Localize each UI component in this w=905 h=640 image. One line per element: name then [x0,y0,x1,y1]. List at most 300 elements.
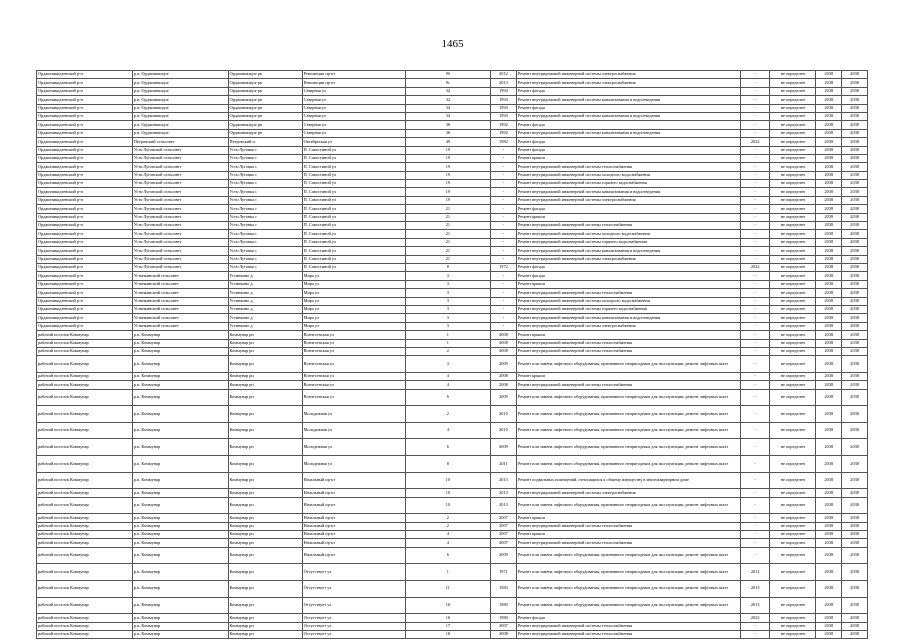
cell-settlement: Коммунар рп [228,580,302,597]
cell-house-number: 21 [405,230,490,238]
cell-settlement: Орджоникидзе рп [228,96,302,104]
cell-plan-year-start: 2038 [816,87,842,95]
cell-house-number: 21 [405,205,490,213]
cell-house-number: 34 [405,104,490,112]
cell-work-type: Ремонт внутридомовой инженерной системы канализования и водоотведения [516,188,740,196]
cell-house-number: 3 [405,356,490,373]
cell-district: Орджоникидзевский р-н [37,230,133,238]
table-row [37,138,868,146]
cell-municipality: р.п. Орджоникидзе [132,96,228,104]
cell-last-repair-year: - [741,289,770,297]
cell-settlement: Коммунар рп [228,522,302,530]
cell-cost: не определен [770,322,816,330]
cell-street: Вознесенская ул [302,339,405,347]
cell-plan-year-end: 2038 [842,381,868,389]
cell-cost: не определен [770,305,816,313]
cell-plan-year-start: 2038 [816,314,842,322]
cell-settlement: Коммунар рп [228,372,302,380]
cell-district: Орджоникидзевский р-н [37,322,133,330]
cell-build-year: 1992 [491,129,517,137]
cell-settlement: Усть-Луговка с [228,247,302,255]
cell-municipality: Усть-Луговской сельсовет [132,180,228,188]
cell-municipality: Усть-Луговской сельсовет [132,146,228,154]
cell-cost: не определен [770,297,816,305]
cell-work-type: Ремонт внутридомовой инженерной системы теплоснабжения [516,347,740,355]
cell-municipality: р.п. Коммунар [132,580,228,597]
cell-settlement: Коммунар рп [228,622,302,630]
cell-work-type: Ремонт или замена лифтового оборудования, признанного непригодным для эксплуатации, ремонт лифтовых шахт [516,406,740,423]
cell-district: рабочий поселок Коммунар [37,597,133,614]
cell-cost: не определен [770,205,816,213]
cell-cost: не определен [770,547,816,564]
cell-work-type: Ремонт фасада [516,205,740,213]
cell-work-type: Ремонт внутридомовой инженерной системы холодного водоснабжения [516,171,740,179]
cell-house-number: 11 [405,580,490,597]
cell-build-year: 2012 [491,71,517,79]
cell-plan-year-start: 2038 [816,154,842,162]
cell-district: рабочий поселок Коммунар [37,422,133,439]
table-row [37,129,868,137]
cell-last-repair-year: - [741,514,770,522]
cell-plan-year-end: 2038 [842,188,868,196]
cell-municipality: р.п. Коммунар [132,614,228,622]
cell-plan-year-start: 2038 [816,230,842,238]
cell-municipality: р.п. Коммунар [132,497,228,514]
cell-last-repair-year: - [741,630,770,638]
cell-work-type: Ремонт или замена лифтового оборудования, признанного непригодным для эксплуатации, ремонт лифтовых шахт [516,389,740,406]
table-row [37,104,868,112]
cell-build-year: - [491,188,517,196]
cell-settlement: Усть-Луговка с [228,196,302,204]
cell-settlement: Устинкино д [228,297,302,305]
cell-cost: не определен [770,222,816,230]
cell-municipality: Устинкинский сельсовет [132,314,228,322]
cell-municipality: р.п. Коммунар [132,597,228,614]
cell-plan-year-end: 2038 [842,163,868,171]
cell-municipality: р.п. Орджоникидзе [132,121,228,129]
cell-house-number: 49 [405,138,490,146]
cell-cost: не определен [770,331,816,339]
cell-house-number: 21 [405,238,490,246]
cell-work-type: Ремонт внутридомовой инженерной системы теплоснабжения [516,381,740,389]
cell-street: П. Савостиной ул [302,188,405,196]
cell-settlement: Коммунар рп [228,339,302,347]
cell-municipality: р.п. Коммунар [132,472,228,489]
cell-build-year: - [491,163,517,171]
cell-district: Орджоникидзевский р-н [37,272,133,280]
table-row [37,597,868,614]
cell-house-number: 16 [405,614,490,622]
cell-cost: не определен [770,597,816,614]
table-row [37,530,868,538]
cell-work-type: Ремонт внутридомовой инженерной системы горячего водоснабжения [516,238,740,246]
cell-district: Орджоникидзевский р-н [37,297,133,305]
cell-build-year: - [491,238,517,246]
cell-plan-year-start: 2038 [816,96,842,104]
cell-plan-year-end: 2038 [842,489,868,497]
cell-municipality: Устинкинский сельсовет [132,289,228,297]
cell-work-type: Ремонт фасада [516,138,740,146]
cell-build-year: - [491,180,517,188]
cell-cost: не определен [770,280,816,288]
cell-settlement: Коммунар рп [228,489,302,497]
cell-plan-year-end: 2038 [842,196,868,204]
cell-municipality: р.п. Коммунар [132,356,228,373]
cell-last-repair-year: - [741,171,770,179]
cell-plan-year-start: 2038 [816,389,842,406]
cell-work-type: Ремонт внутридомовой инженерной системы электроснабжения [516,79,740,87]
cell-street: П. Савостиной ул [302,230,405,238]
cell-house-number: 3 [405,322,490,330]
cell-build-year: - [491,222,517,230]
cell-plan-year-start: 2038 [816,356,842,373]
cell-municipality: Устинкинский сельсовет [132,322,228,330]
cell-plan-year-end: 2038 [842,597,868,614]
cell-street: Начальный пр-кт [302,472,405,489]
cell-municipality: р.п. Коммунар [132,489,228,497]
cell-build-year: 2008 [491,331,517,339]
cell-settlement: Коммунар рп [228,564,302,581]
cell-last-repair-year: - [741,104,770,112]
cell-district: Орджоникидзевский р-н [37,255,133,263]
cell-settlement: Усть-Луговка с [228,188,302,196]
cell-street: П. Савостиной ул [302,213,405,221]
cell-build-year: 1994 [491,87,517,95]
cell-cost: не определен [770,255,816,263]
table-row [37,272,868,280]
cell-cost: не определен [770,272,816,280]
table-row [37,154,868,162]
cell-last-repair-year: - [741,439,770,456]
cell-house-number: 2 [405,406,490,423]
cell-build-year: - [491,196,517,204]
cell-plan-year-start: 2038 [816,238,842,246]
cell-municipality: р.п. Коммунар [132,514,228,522]
table-row [37,146,868,154]
cell-street: Вознесенская ул [302,356,405,373]
table-row [37,263,868,271]
cell-build-year: 2009 [491,547,517,564]
table-row [37,547,868,564]
cell-municipality: Усть-Луговской сельсовет [132,163,228,171]
cell-municipality: р.п. Орджоникидзе [132,79,228,87]
cell-build-year: 2013 [491,489,517,497]
table-row [37,79,868,87]
cell-plan-year-start: 2038 [816,564,842,581]
cell-municipality: Петровский сельсовет [132,138,228,146]
cell-last-repair-year: - [741,347,770,355]
cell-street: Вознесенская ул [302,389,405,406]
cell-work-type: Ремонт внутридомовой инженерной системы электроснабжения [516,489,740,497]
cell-build-year: 2008 [491,381,517,389]
cell-work-type: Ремонт внутридомовой инженерной системы теплоснабжения [516,222,740,230]
cell-plan-year-start: 2038 [816,381,842,389]
table-row [37,171,868,179]
cell-municipality: Усть-Луговской сельсовет [132,247,228,255]
cell-plan-year-end: 2038 [842,564,868,581]
cell-plan-year-end: 2038 [842,71,868,79]
cell-house-number: 10 [405,472,490,489]
cell-build-year: 2013 [491,79,517,87]
cell-district: Орджоникидзевский р-н [37,104,133,112]
cell-last-repair-year: - [741,356,770,373]
cell-cost: не определен [770,79,816,87]
cell-plan-year-end: 2038 [842,305,868,313]
cell-district: Орджоникидзевский р-н [37,263,133,271]
cell-work-type: Ремонт фасада [516,121,740,129]
cell-cost: не определен [770,196,816,204]
cell-plan-year-start: 2038 [816,222,842,230]
cell-district: Орджоникидзевский р-н [37,238,133,246]
cell-settlement: Коммунар рп [228,539,302,547]
cell-plan-year-start: 2038 [816,196,842,204]
table-row [37,339,868,347]
cell-settlement: Усть-Луговка с [228,180,302,188]
cell-street: Вознесенская ул [302,372,405,380]
cell-street: Отсутствует ул [302,564,405,581]
cell-municipality: р.п. Коммунар [132,347,228,355]
cell-street: Северная ул [302,104,405,112]
cell-work-type: Ремонт внутридомовой инженерной системы теплоснабжения [516,163,740,171]
cell-last-repair-year: - [741,547,770,564]
cell-plan-year-start: 2038 [816,630,842,638]
cell-work-type: Ремонт или замена лифтового оборудования, признанного непригодным для эксплуатации, ремонт лифтовых шахт [516,597,740,614]
cell-street: Северная ул [302,121,405,129]
cell-settlement: Коммунар рп [228,389,302,406]
cell-plan-year-start: 2038 [816,171,842,179]
cell-plan-year-end: 2038 [842,213,868,221]
cell-district: Орджоникидзевский р-н [37,213,133,221]
cell-plan-year-end: 2038 [842,339,868,347]
cell-house-number: 8 [405,263,490,271]
cell-cost: не определен [770,146,816,154]
cell-plan-year-start: 2038 [816,456,842,473]
cell-last-repair-year: - [741,314,770,322]
cell-build-year: 2013 [491,497,517,514]
cell-work-type: Ремонт крыши [516,280,740,288]
cell-work-type: Ремонт подвальных помещений, относящихся к общему имуществу в многоквартирном доме [516,472,740,489]
table-row [37,580,868,597]
cell-build-year: 1994 [491,112,517,120]
cell-build-year: 1972 [491,263,517,271]
cell-plan-year-end: 2038 [842,622,868,630]
cell-build-year: - [491,280,517,288]
cell-street: Отсутствует ул [302,614,405,622]
cell-work-type: Ремонт внутридомовой инженерной системы холодного водоснабжения [516,297,740,305]
cell-house-number: 6 [405,547,490,564]
cell-plan-year-end: 2038 [842,331,868,339]
cell-plan-year-start: 2038 [816,138,842,146]
table-row [37,381,868,389]
cell-last-repair-year: - [741,297,770,305]
cell-house-number: 10 [405,497,490,514]
cell-street: Октябрьская ул [302,138,405,146]
cell-municipality: Усть-Луговской сельсовет [132,255,228,263]
cell-plan-year-end: 2038 [842,347,868,355]
cell-work-type: Ремонт внутридомовой инженерной системы электроснабжения [516,196,740,204]
cell-house-number: 1 [405,331,490,339]
cell-district: Орджоникидзевский р-н [37,79,133,87]
cell-house-number: 17 [405,622,490,630]
cell-plan-year-end: 2038 [842,422,868,439]
cell-district: рабочий поселок Коммунар [37,514,133,522]
cell-cost: не определен [770,497,816,514]
cell-house-number: 2 [405,522,490,530]
cell-plan-year-start: 2038 [816,497,842,514]
cell-last-repair-year: - [741,96,770,104]
cell-street: Молодежная ул [302,456,405,473]
cell-build-year: 2008 [491,347,517,355]
cell-house-number: 4 [405,422,490,439]
cell-street: Мира ул [302,305,405,313]
cell-cost: не определен [770,121,816,129]
cell-house-number: 21 [405,222,490,230]
cell-district: рабочий поселок Коммунар [37,456,133,473]
cell-plan-year-start: 2038 [816,439,842,456]
cell-last-repair-year: - [741,372,770,380]
cell-house-number: 3 [405,305,490,313]
cell-street: Молодежная ул [302,439,405,456]
cell-plan-year-start: 2038 [816,372,842,380]
cell-plan-year-end: 2038 [842,96,868,104]
cell-settlement: Орджоникидзе рп [228,121,302,129]
table-row [37,497,868,514]
cell-district: Орджоникидзевский р-н [37,289,133,297]
cell-district: рабочий поселок Коммунар [37,372,133,380]
cell-street: Отсутствует ул [302,622,405,630]
cell-street: Мира ул [302,314,405,322]
table-row [37,196,868,204]
cell-plan-year-start: 2038 [816,305,842,313]
cell-last-repair-year: - [741,381,770,389]
cell-cost: не определен [770,622,816,630]
cell-settlement: Усть-Луговка с [228,213,302,221]
cell-plan-year-end: 2038 [842,389,868,406]
cell-work-type: Ремонт внутридомовой инженерной системы теплоснабжения [516,522,740,530]
cell-plan-year-start: 2038 [816,489,842,497]
cell-cost: не определен [770,247,816,255]
cell-plan-year-start: 2038 [816,213,842,221]
cell-work-type: Ремонт крыши [516,372,740,380]
cell-work-type: Ремонт внутридомовой инженерной системы теплоснабжения [516,630,740,638]
cell-build-year: 2007 [491,522,517,530]
cell-house-number: 3 [405,280,490,288]
cell-cost: не определен [770,188,816,196]
cell-last-repair-year: 2022 [741,138,770,146]
cell-street: П. Савостиной ул [302,154,405,162]
cell-house-number: 6 [405,439,490,456]
cell-house-number: 36 [405,121,490,129]
cell-settlement: Усть-Луговка с [228,263,302,271]
cell-municipality: р.п. Коммунар [132,522,228,530]
cell-plan-year-end: 2038 [842,522,868,530]
cell-cost: не определен [770,129,816,137]
cell-build-year: - [491,230,517,238]
cell-municipality: Усть-Луговской сельсовет [132,188,228,196]
cell-plan-year-start: 2038 [816,347,842,355]
cell-build-year: 2007 [491,530,517,538]
cell-street: Северная ул [302,129,405,137]
table-row [37,472,868,489]
cell-municipality: Устинкинский сельсовет [132,272,228,280]
cell-work-type: Ремонт внутридомовой инженерной системы теплоснабжения [516,539,740,547]
cell-street: П. Савостиной ул [302,247,405,255]
cell-district: рабочий поселок Коммунар [37,547,133,564]
cell-district: рабочий поселок Коммунар [37,564,133,581]
cell-house-number: 21 [405,255,490,263]
cell-last-repair-year: - [741,247,770,255]
cell-street: Северная ул [302,96,405,104]
cell-build-year: 1980 [491,597,517,614]
cell-last-repair-year: - [741,163,770,171]
cell-house-number: 21 [405,213,490,221]
cell-district: Орджоникидзевский р-н [37,205,133,213]
cell-cost: не определен [770,238,816,246]
cell-work-type: Ремонт внутридомовой инженерной системы канализования и водоотведения [516,129,740,137]
cell-build-year: 2010 [491,422,517,439]
cell-build-year: 2007 [491,514,517,522]
table-row [37,422,868,439]
cell-last-repair-year: - [741,497,770,514]
cell-plan-year-start: 2038 [816,339,842,347]
cell-build-year: - [491,247,517,255]
cell-last-repair-year: 2013 [741,580,770,597]
cell-district: Орджоникидзевский р-н [37,171,133,179]
cell-street: Отсутствует ул [302,630,405,638]
cell-work-type: Ремонт или замена лифтового оборудования, признанного непригодным для эксплуатации, ремонт лифтовых шахт [516,356,740,373]
cell-settlement: Петровский п [228,138,302,146]
table-row [37,347,868,355]
table-row [37,331,868,339]
cell-district: Орджоникидзевский р-н [37,280,133,288]
cell-settlement: Усть-Луговка с [228,222,302,230]
cell-district: Орджоникидзевский р-н [37,138,133,146]
cell-settlement: Коммунар рп [228,422,302,439]
cell-work-type: Ремонт внутридомовой инженерной системы электроснабжения [516,322,740,330]
cell-street: Мира ул [302,322,405,330]
cell-district: Орджоникидзевский р-н [37,163,133,171]
cell-plan-year-end: 2038 [842,289,868,297]
cell-plan-year-start: 2038 [816,522,842,530]
cell-build-year: 2011 [491,456,517,473]
cell-settlement: Усть-Луговка с [228,238,302,246]
cell-plan-year-end: 2038 [842,322,868,330]
cell-settlement: Коммунар рп [228,497,302,514]
cell-cost: не определен [770,381,816,389]
table-row [37,630,868,638]
cell-build-year: 2008 [491,372,517,380]
table-row [37,297,868,305]
cell-plan-year-end: 2038 [842,530,868,538]
cell-house-number: 3 [405,289,490,297]
cell-plan-year-start: 2038 [816,263,842,271]
cell-work-type: Ремонт внутридомовой инженерной системы электроснабжения [516,71,740,79]
cell-plan-year-start: 2038 [816,71,842,79]
cell-plan-year-end: 2038 [842,87,868,95]
cell-district: Орджоникидзевский р-н [37,305,133,313]
cell-municipality: Усть-Луговской сельсовет [132,205,228,213]
cell-cost: не определен [770,263,816,271]
cell-cost: не определен [770,356,816,373]
cell-settlement: Усть-Луговка с [228,171,302,179]
table-row [37,247,868,255]
cell-district: рабочий поселок Коммунар [37,472,133,489]
cell-cost: не определен [770,522,816,530]
cell-work-type: Ремонт крыши [516,213,740,221]
cell-plan-year-start: 2038 [816,297,842,305]
cell-last-repair-year: - [741,222,770,230]
cell-last-repair-year: - [741,331,770,339]
